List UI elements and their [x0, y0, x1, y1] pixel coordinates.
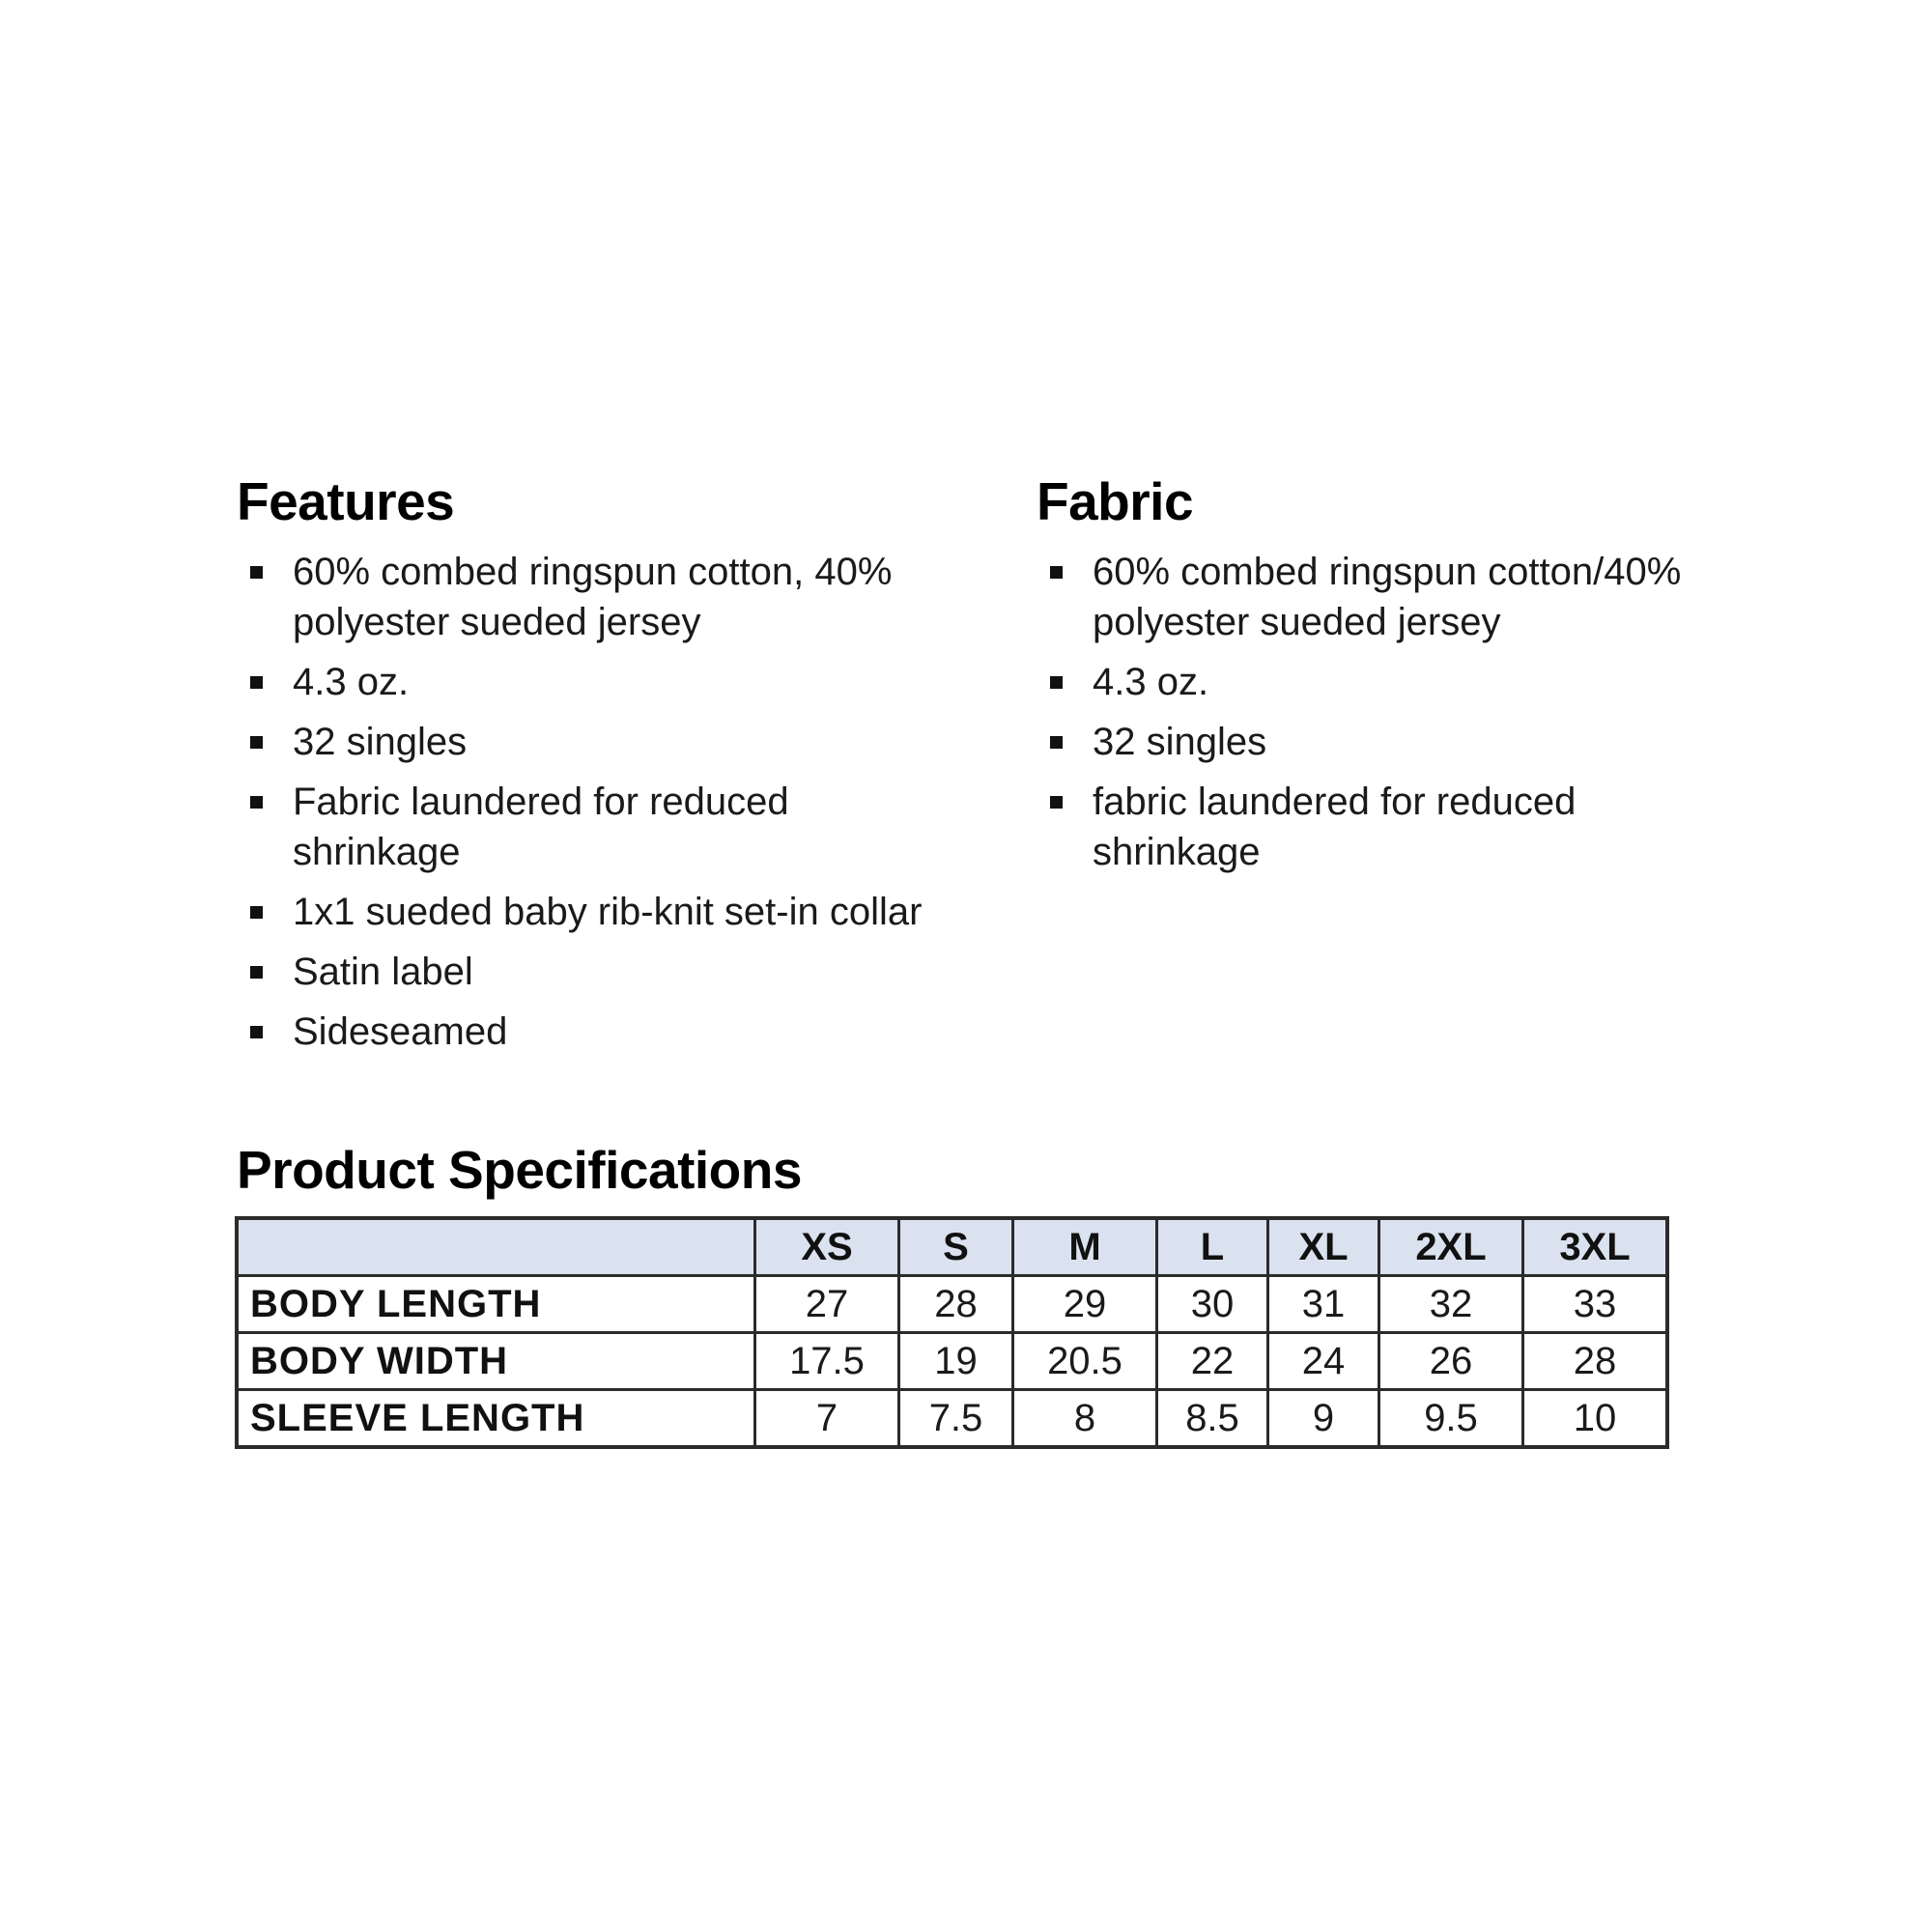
row-label-body-width: BODY WIDTH: [237, 1333, 755, 1390]
row-label-body-length: BODY LENGTH: [237, 1276, 755, 1333]
list-item: [249, 547, 945, 647]
table-cell: 32: [1379, 1276, 1523, 1333]
product-specifications-heading: Product Specifications: [237, 1140, 802, 1200]
size-spec-table: [235, 1216, 1669, 1449]
list-item: [1049, 547, 1745, 647]
list-item: [249, 887, 945, 937]
list-item: [1049, 717, 1745, 767]
square-bullet-icon: [1050, 676, 1063, 689]
table-cell: 28: [899, 1276, 1013, 1333]
square-bullet-icon: [1050, 736, 1063, 749]
fabric-text: fabric laundered for reduced shrinkage: [1093, 781, 1577, 873]
size-header-3xl: 3XL: [1523, 1218, 1668, 1276]
table-cell: 19: [899, 1333, 1013, 1390]
square-bullet-icon: [250, 736, 263, 749]
table-cell: 30: [1157, 1276, 1268, 1333]
table-cell: 7.5: [899, 1390, 1013, 1448]
header-corner-cell: [237, 1218, 755, 1276]
square-bullet-icon: [250, 906, 263, 919]
square-bullet-icon: [250, 1026, 263, 1038]
fabric-text: 60% combed ringspun cotton/40% polyester sueded jersey: [1093, 551, 1682, 643]
square-bullet-icon: [250, 676, 263, 689]
size-header-s: S: [899, 1218, 1013, 1276]
list-item: [249, 657, 945, 707]
list-item: [249, 717, 945, 767]
fabric-heading: Fabric: [1037, 471, 1194, 531]
square-bullet-icon: [250, 966, 263, 979]
table-row: [237, 1276, 1667, 1333]
feature-text: Satin label: [293, 951, 473, 993]
table-row: [237, 1390, 1667, 1448]
table-cell: 8: [1013, 1390, 1157, 1448]
list-item: [249, 777, 945, 877]
table-cell: 29: [1013, 1276, 1157, 1333]
size-header-xs: XS: [755, 1218, 899, 1276]
feature-text: Sideseamed: [293, 1010, 508, 1053]
table-cell: 20.5: [1013, 1333, 1157, 1390]
features-heading: Features: [237, 471, 455, 531]
size-header-l: L: [1157, 1218, 1268, 1276]
table-header-row: [237, 1218, 1667, 1276]
table-cell: 8.5: [1157, 1390, 1268, 1448]
size-header-2xl: 2XL: [1379, 1218, 1523, 1276]
fabric-text: 32 singles: [1093, 721, 1267, 763]
list-item: [249, 1007, 945, 1057]
feature-text: 32 singles: [293, 721, 468, 763]
table-row: [237, 1333, 1667, 1390]
row-label-sleeve-length: SLEEVE LENGTH: [237, 1390, 755, 1448]
table-cell: 26: [1379, 1333, 1523, 1390]
square-bullet-icon: [1050, 566, 1063, 579]
features-list: [249, 547, 945, 1066]
list-item: [249, 947, 945, 997]
feature-text: 1x1 sueded baby rib-knit set-in collar: [293, 891, 923, 933]
table-cell: 10: [1523, 1390, 1668, 1448]
feature-text: 4.3 oz.: [293, 661, 410, 703]
table-cell: 31: [1268, 1276, 1379, 1333]
table-cell: 28: [1523, 1333, 1668, 1390]
list-item: [1049, 777, 1745, 877]
table-cell: 9: [1268, 1390, 1379, 1448]
feature-text: 60% combed ringspun cotton, 40% polyester sueded jersey: [293, 551, 893, 643]
list-item: [1049, 657, 1745, 707]
table-cell: 7: [755, 1390, 899, 1448]
fabric-list: [1049, 547, 1745, 887]
square-bullet-icon: [1050, 796, 1063, 809]
feature-text: Fabric laundered for reduced shrinkage: [293, 781, 789, 873]
fabric-text: 4.3 oz.: [1093, 661, 1209, 703]
size-header-xl: XL: [1268, 1218, 1379, 1276]
table-cell: 22: [1157, 1333, 1268, 1390]
square-bullet-icon: [250, 566, 263, 579]
table-cell: 24: [1268, 1333, 1379, 1390]
table-cell: 27: [755, 1276, 899, 1333]
size-header-m: M: [1013, 1218, 1157, 1276]
square-bullet-icon: [250, 796, 263, 809]
table-cell: 33: [1523, 1276, 1668, 1333]
table-cell: 9.5: [1379, 1390, 1523, 1448]
table-cell: 17.5: [755, 1333, 899, 1390]
